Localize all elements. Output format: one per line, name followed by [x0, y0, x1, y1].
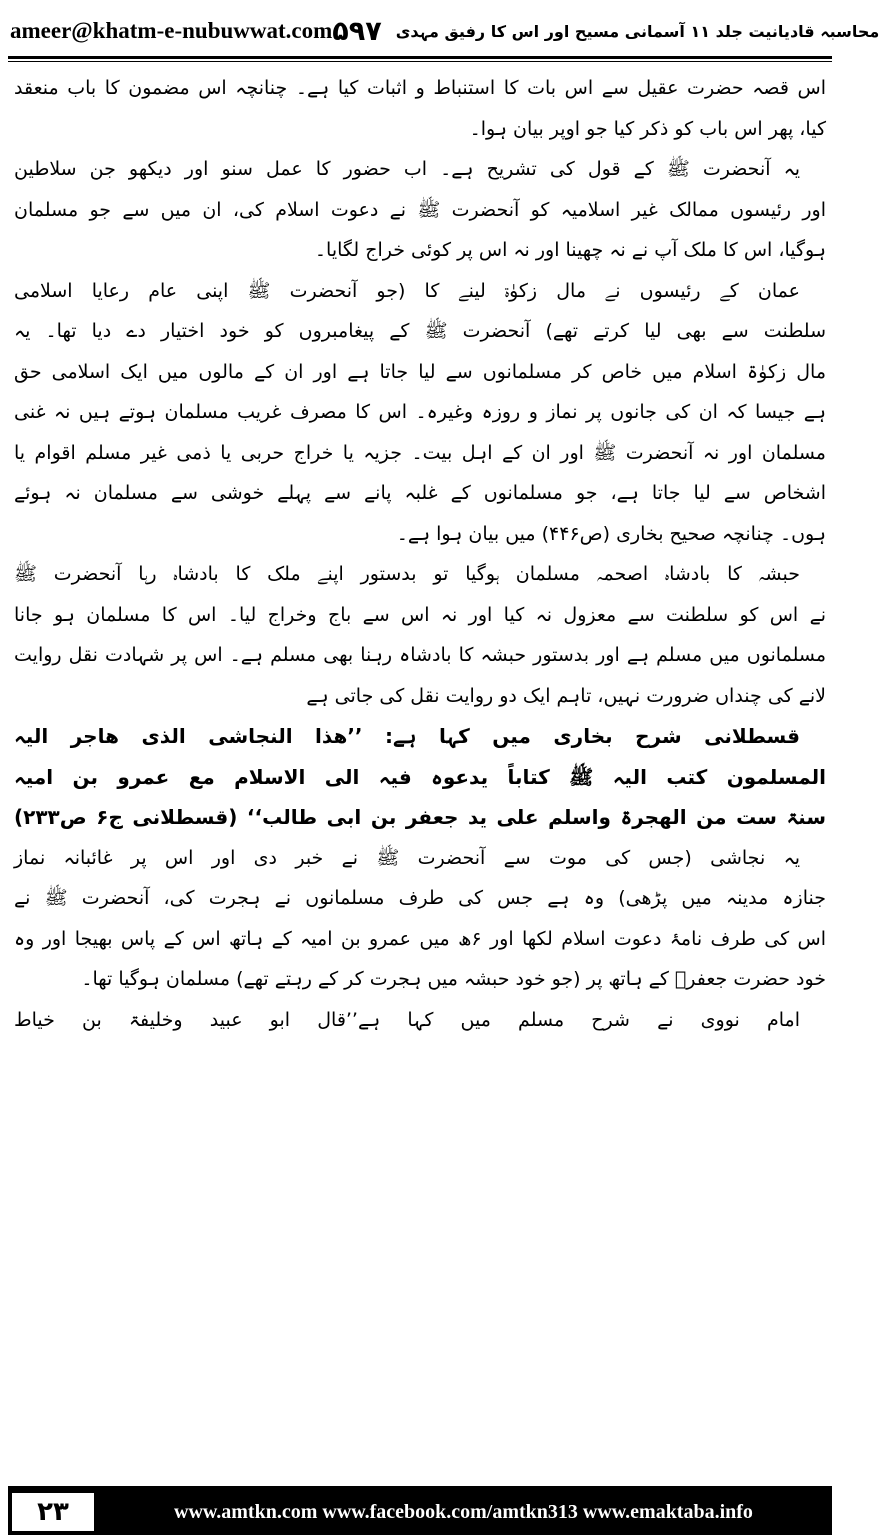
text-line-arabic: قسطلانی شرح بخاری میں کہا ہے: ’’ھذا النجاشی الذی ھاجر الیہ [14, 724, 800, 748]
footer-links: www.amtkn.com www.facebook.com/amtkn313 www.emaktaba.info [174, 1500, 753, 1523]
page-footer [8, 1486, 832, 1535]
text-line: کیا، پھر اس باب کو ذکر کیا جو اوپر بیان ہوا۔ [469, 117, 826, 140]
header-email: ameer@khatm-e-nubuwwat.com [10, 18, 333, 43]
text-line: ہوں۔ چنانچہ صحیح بخاری (ص۴۴۶) میں بیان ہوا ہے۔ [396, 522, 826, 545]
text-line: مال زکوٰۃ اسلام میں خاص کر مسلمانوں سے لیا جاتا ہے اور ان کے مالوں میں ایک اسلامی حق [14, 360, 826, 383]
text-line: یہ آنحضرت ﷺ کے قول کی تشریح ہے۔ اب حضور کا عمل سنو اور دیکھو جن سلاطین [14, 158, 800, 180]
header-rule [8, 56, 832, 59]
text-line: نے اس کو سلطنت سے معزول نہ کیا اور نہ اس سے باج وخراج لیا۔ اس کا مسلمان ہو جانا [14, 603, 826, 626]
header-rule-thin [8, 61, 832, 62]
page-header [10, 8, 879, 54]
text-line: اس قصہ حضرت عقیل سے اس بات کا استنباط و اثبات کیا ہے۔ چنانچہ اس مضمون کا باب منعقد [14, 77, 826, 99]
header-page-number: ۵۹۷ [332, 15, 382, 47]
text-line: سلطنت سے بھی لیا کرتے تھے) آنحضرت ﷺ کے پیغامبروں کو خود اختیار دے دیا تھا۔ یہ [14, 320, 826, 342]
header-title-group [332, 16, 879, 47]
text-line: عمان کے رئیسوں نے مال زکوٰۃ لینے کا (جو آنحضرت ﷺ اپنی عام رعایا اسلامی [14, 279, 800, 302]
text-line-arabic: سنۃ ست من الھجرۃ واسلم علی ید جعفر بن ابی طالب‘‘ (قسطلانی ج۶ ص۲۳۳) [14, 805, 826, 829]
text-line: حبشہ کا بادشاہ اصحمہ مسلمان ہوگیا تو بدستور اپنے ملک کا بادشاہ رہا آنحضرت ﷺ [14, 563, 800, 585]
text-line: اور رئیسوں ممالک غیر اسلامیہ کو آنحضرت ﷺ نے دعوت اسلام کی، ان میں سے جو مسلمان [14, 198, 826, 221]
header-book-title: محاسبہ قادیانیت جلد ۱۱ آسمانی مسیح اور اس کا رفیق مہدی [395, 21, 879, 41]
text-line: خود حضرت جعفرؓ کے ہاتھ پر (جو خود حبشہ میں ہجرت کر کے رہتے تھے) مسلمان ہوگیا تھا۔ [81, 968, 826, 990]
text-line: جنازہ مدینہ میں پڑھی) وہ ہے جس کی طرف مسلمانوں نے ہجرت کی، آنحضرت ﷺ نے [14, 887, 826, 909]
text-line: لانے کی چنداں ضرورت نہیں، تاہم ایک دو روایت نقل کی جاتی ہے [306, 684, 826, 707]
text-line: ہے جیسا کہ ان کی جانوں پر نماز و روزہ وغیرہ۔ اس کا مصرف غریب مسلمان ہوتے ہیں نہ غنی [14, 401, 826, 423]
text-line: ہوگیا، اس کا ملک آپ نے نہ چھینا اور نہ اس پر کوئی خراج لگایا۔ [314, 239, 826, 261]
text-line: مسلمانوں میں مسلم ہے اور بدستور حبشہ کا بادشاہ رہنا بھی مسلم ہے۔ اس پر شہادت نقل روایت [14, 644, 826, 666]
text-line: اشخاص سے لیا جاتا ہے، جو مسلمانوں کے غلبہ پانے سے پہلے خوشی سے مسلمان نہ ہوئے [14, 482, 826, 504]
text-line-arabic: المسلمون کتب الیہ ﷺ کتاباً یدعوہ فیہ الی الاسلام مع عمرو بن امیہ [14, 764, 826, 789]
text-line: اس کی طرف نامۂ دعوت اسلام لکھا اور ۶ھ میں عمرو بن امیہ کے ہاتھ اس کے پاس بھیجا اور وہ [14, 927, 826, 950]
footer-page-label: ۲۳ [11, 1492, 95, 1532]
page-body [14, 68, 826, 1040]
text-line: یہ نجاشی (جس کی موت سے آنحضرت ﷺ نے خبر دی اور اس پر غائبانہ نماز [14, 846, 800, 869]
text-line: امام نووی نے شرح مسلم میں کہا ہے’’قال ابو عبید وخلیفۃ بن خیاط [14, 1008, 800, 1031]
text-line: مسلمان اور نہ آنحضرت ﷺ اور ان کے اہل بیت۔ جزیہ یا خراج حربی یا ذمی غیر مسلم اقوام یا [14, 441, 826, 464]
